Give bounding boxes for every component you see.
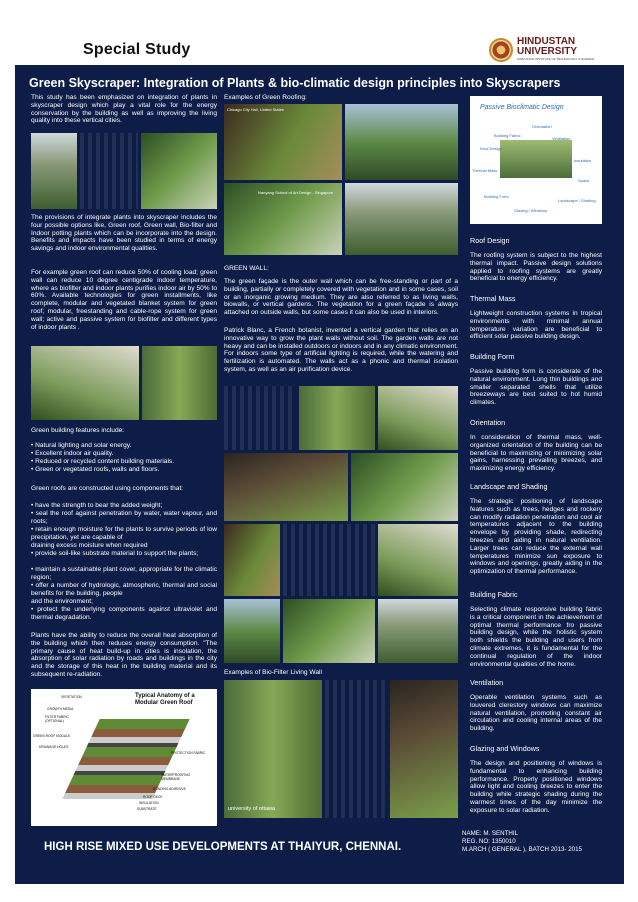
section-text: Passive building form is considerate of the natural environment. Long thin buildings and smaller separated shells that utilize breezeways are best suited to hot humid climates. [470,368,602,407]
section-text: Selecting climate responsive building fabric is a critical component in the achievement of optimal thermal performance fro passive building design, while the holistic system both shields the building and users from climate extremes, it is fundamental for the continual regulation of the indoor environmental qualities of the home. [470,606,602,668]
photo-ottawa-biofilter [224,680,322,818]
photo-living-wall-3 [378,386,458,450]
diagram-label: Building Fabric [494,133,521,138]
section-text: Operable ventilation systems such as louvered clerestory windows can maximize natural ventilation, promoting constant air circulation and cooling internal areas of the building. [470,694,602,733]
photo-living-wall-9 [224,599,280,663]
project-title: HIGH RISE MIXED USE DEVELOPMENTS AT THAIYUR, CHENNAI. [44,841,402,853]
section-heading: Glazing and Windows [470,744,540,753]
photo-nanyang-school [224,183,342,255]
section-heading: Roof Design [470,236,510,245]
provisions-text: The provisions of integrate plants into skyscraper includes the four possible options like, Green roof, Green wall, Bio-filter and Indoor potting plants which can be incorporate into the design. Benefits and impacts have been studied in terms of energy savings and indoor environmental qualities. [31,214,217,253]
anatomy-label: ROOF DECK [143,795,163,799]
student-name: NAME: M. SENTHIL [462,830,519,837]
diagram-label: Ventilation [552,136,571,141]
header-bar [15,33,624,65]
anatomy-label: PROTECTION FABRIC [171,751,206,755]
photo-living-wall-6 [224,524,280,596]
diagram-label: Roof Design [480,146,503,151]
anatomy-label: DRAINAGE HOLES [39,745,69,749]
anatomy-label: INSULATION [139,801,159,805]
section-heading: Ventilation [470,678,504,687]
roof-component: • have the strength to bear the added weight; [31,502,163,509]
anatomy-label: WATERPROOFING MEMBRANE [161,773,191,781]
green-wall-heading: GREEN WALL: [224,265,269,272]
photo-caption: university of ottawa [228,806,276,812]
photo-green-roof-1 [31,346,139,420]
green-wall-text: The green façade is the outer wall which can be free-standing or part of a building, partially or completely covered with vegetation and in some cases, soil or an inorganic growing medium. They are also referred to as living walls, biowalls, or vertical gardens. The vegetation for a green façade is always attached on outside walls, but some cases it can also be used in interiors. [224,278,458,317]
house-graphic [500,140,572,178]
feature-item: • Green or vegetated roofs, walls and floors. [31,466,160,473]
blanc-text: Patrick Blanc, a French botanist, invented a vertical garden that relies on an innovative way to grow the plant walls without soil. The garden walls are not heavy and can be installed outdoors or indoors and in any climatic environment. For indoors some type of artificial lighting is required, while the watering and fertilization is automated. The walls act as a phonic and thermal isolation system, as well as an air purification device. [224,327,458,373]
anatomy-label: VEGETATION [61,695,82,699]
section-text: The strategic positioning of landscape features such as trees, hedges and rockery can modify radiation penetration and cool air temperatures adjacent to the building envelope by providing shade, redirecting breezes and aiding in natural ventilation. Larger trees can reduce the external wall temperatures minimize sun exposure to windows and openings, greatly aiding in the optimization of thermal performance. [470,498,602,576]
roof-component: • offer a number of hydrologic, atmospheric, thermal and social benefits for the building, people [31,582,217,597]
photo-tower-3 [141,133,217,209]
photo-living-wall-1 [224,386,296,450]
logo-line-2: UNIVERSITY [517,46,578,57]
photo-green-roof-2 [142,346,217,420]
anatomy-label: SUBSTRATE [137,807,157,811]
photo-tower-2 [80,133,138,209]
section-heading: Building Form [470,352,515,361]
diagram-title: Passive Bioclimatic Design [480,104,564,111]
roof-component: draining excess moisture when required [31,542,148,549]
photo-living-wall-10 [283,599,375,663]
batch-info: M.ARCH ( GENERAL ), BATCH 2013- 2015 [462,846,583,853]
feature-item: • Excellent indoor air quality. [31,450,114,457]
photo-tower-1 [31,133,77,209]
anatomy-label: GREEN ROOF MODULE [33,734,71,738]
anatomy-label: FILTER FABRIC (OPTIONAL) [45,715,69,723]
roof-component: and the environment; [31,598,93,605]
diagram-label: Glazing / Windows [514,208,548,213]
features-heading: Green building features include: [31,427,125,434]
feature-item: • Natural lighting and solar energy. [31,442,132,449]
green-roof-anatomy-diagram [31,689,217,826]
anatomy-label: BONDING ADHESIVE [153,787,186,791]
photo-biofilter-3 [390,680,458,818]
diagram-label: Thermal Mass [472,168,498,173]
section-text: Lightweight construction systems in tropical environments with minimal annual temperature variation are beneficial to efficient solar passive building design. [470,310,602,341]
photo-caption: Chicago City Hall, United States [227,107,284,112]
roof-component: • protect the underlying components against ultraviolet and thermal degradation. [31,606,217,621]
roof-component: • maintain a sustainable plant cover, appropriate for the climatic region; [31,566,217,581]
photo-chicago-city-hall [224,104,342,180]
roof-component: • retain enough moisture for the plants to survive periods of low precipitation, yet are capable of [31,526,217,541]
section-heading: Landscape and Shading [470,482,548,491]
roof-component: • seal the roof against penetration by water, water vapour, and roots; [31,510,217,525]
photo-living-wall-7 [283,524,375,596]
photo-living-wall-2 [299,386,375,450]
section-text: The design and positioning of windows is fundamental to enhancing building performance. Properly positioned windows allow light and cooling breezes to enter the building while strategic shading during the warmest times of the day minimize the exposure to solar radiation. [470,760,602,814]
photo-green-facade-2 [345,183,458,255]
section-text: In consideration of thermal mass, well-organized orientation of the building can be beneficial to maximizing or minimizing solar gains, harnessing prevailing breezes, and maximizing energy efficiency. [470,434,602,473]
diagram-label: Building Form [484,194,509,199]
logo-line-3: HINDUSTAN INSTITUTE OF TECHNOLOGY & SCIENCE [517,57,595,61]
photo-green-facade-1 [345,104,458,180]
photo-living-wall-8 [378,524,458,596]
roof-component: • provide soil-like substrate material to support the plants; [31,550,199,557]
photo-living-wall-5 [351,453,458,521]
roofing-caption: Examples of Green Roofing: [224,94,307,101]
photo-living-wall-4 [224,453,348,521]
intro-text: This study has been emphasized on integration of plants in skyscraper design which play a vital role for the energy conservation by the building as well as improving the living quality into these vertical cities. [31,94,217,125]
example-text: For example green roof can reduce 50% of cooling load; green wall can reduce 10 degree centigrade indoor temperature, where as biofilter and indoor plants purifies indoor air by 50% to 60%. Available technologies for green installments, like complete, modular and vegetated blanket system for green roof; modular, freestanding and cable-rope system for green wall; active and passive system for biofilter and different types of indoor plants . [31,269,217,331]
university-logo [489,37,594,62]
section-heading: Orientation [470,418,506,427]
roofs-heading: Green roofs are constructed using components that: [31,485,184,492]
diagram-label: Insulation [574,158,592,163]
photo-biofilter-2 [325,680,387,818]
biofilter-caption: Examples of Bio-Filter Living Wall [224,669,322,676]
diagram-label: Landscape / Shading [558,198,596,203]
photo-living-wall-11 [378,599,458,663]
university-seal-icon [489,38,513,62]
photo-caption: Nanyang School of Art Design - Singapore [258,190,334,195]
student-info [462,830,582,854]
heat-text: Plants have the ability to reduce the overall heat absorption of the building which then reduces energy consumption. "The primary cause of heat build-up in cities is insolation, the absorption of solar radiation by roads and buildings in the city and the storage of this heat in the building material and its subsequent re-radiation. [31,632,217,678]
registration-number: REG. NO: 1350010 [462,838,516,845]
logo-line-1: HINDUSTAN [517,36,576,47]
diagram-label: Orientation [532,124,552,129]
passive-bioclimatic-diagram [470,96,602,224]
anatomy-label: GROWTH MEDIA [47,707,74,711]
feature-item: • Reduced or recycled content building materials. [31,458,175,465]
special-study-heading: Special Study [83,41,191,58]
section-text: The roofing system is subject to the highest thermal impact. Passive design solutions applied to roofing systems are greatly beneficial to energy efficiency. [470,252,602,283]
section-heading: Thermal Mass [470,294,516,303]
poster-title: Green Skyscraper: Integration of Plants & bio-climatic design principles into Skyscrapers [29,76,561,90]
section-heading: Building Fabric [470,590,518,599]
diagram-label: Space [578,178,590,183]
anatomy-title: Typical Anatomy of a Modular Green Roof [135,693,195,706]
